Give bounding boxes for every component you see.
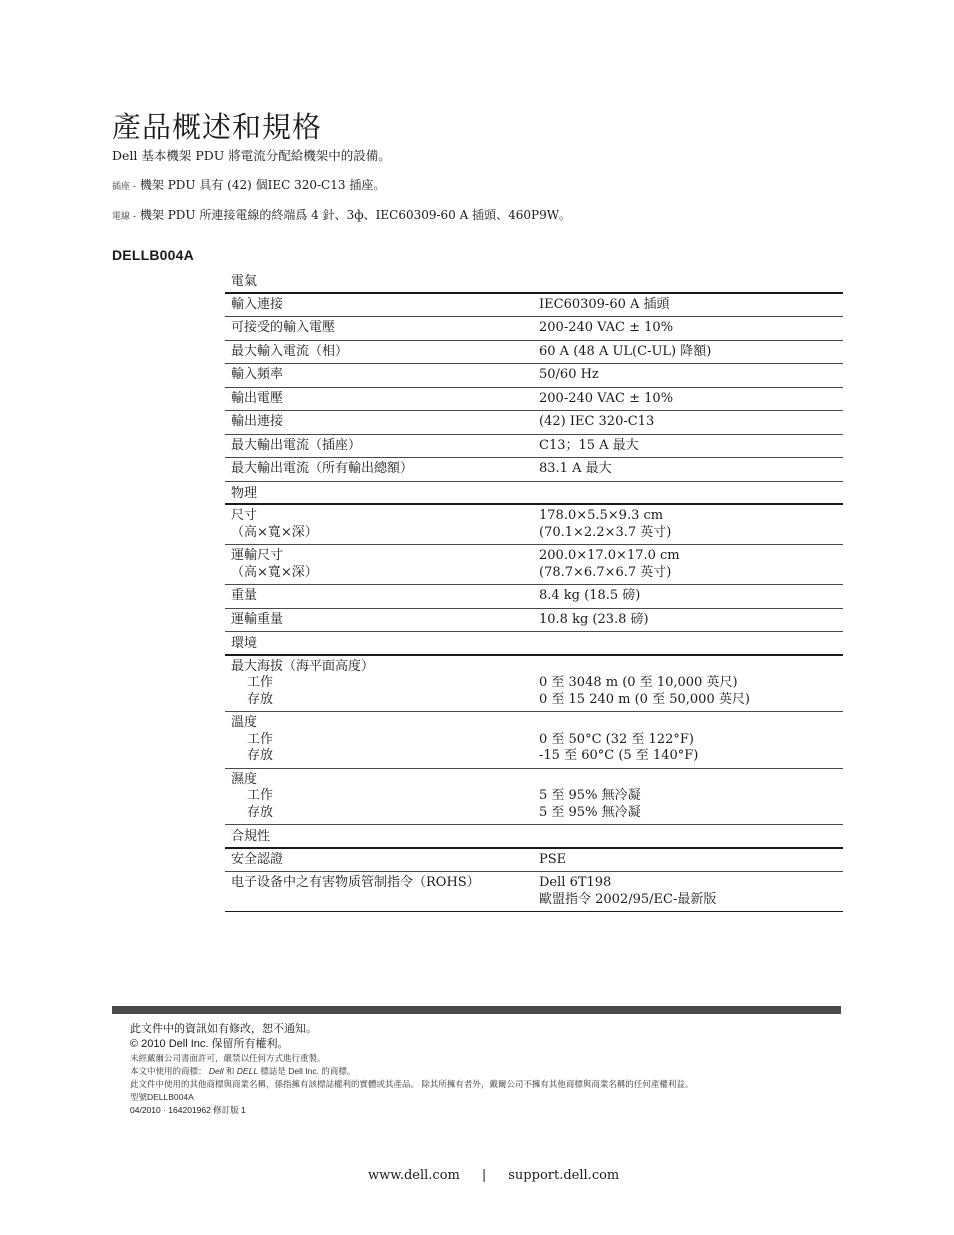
- spec-value: [533, 504, 843, 545]
- footer-divider-bar: [112, 1006, 841, 1014]
- spec-row: [225, 608, 843, 632]
- spec-value-line: Dell 6T198: [539, 875, 612, 890]
- section-header: [225, 270, 843, 293]
- spec-row: [225, 712, 843, 769]
- spec-row: [225, 545, 843, 585]
- cord-note-text: 機架 PDU 所連接電線的終端爲 4 針、3ф、IEC60309-60 A 插頭、460P9W。: [139, 208, 572, 222]
- spec-value-line: 8.4 kg (18.5 磅): [539, 588, 641, 603]
- spec-label: [225, 458, 533, 482]
- spec-row: [225, 364, 843, 388]
- spec-value-line: 83.1 A 最大: [539, 461, 612, 476]
- spec-label-line: （高×寬×深）: [231, 524, 318, 540]
- spec-value: [533, 411, 843, 435]
- spec-label: [225, 411, 533, 435]
- spec-label: [225, 608, 533, 632]
- spec-value-line: 50/60 Hz: [539, 367, 599, 382]
- outlet-note-text: 機架 PDU 具有 (42) 個IEC 320-C13 插座。: [139, 178, 386, 192]
- spec-row: [225, 458, 843, 482]
- footer-copyright: © 2010 Dell Inc. 保留所有權利。: [130, 1038, 289, 1050]
- spec-value-line: 0 至 3048 m (0 至 10,000 英尺): [539, 675, 738, 690]
- spec-value: [533, 545, 843, 585]
- spec-label-line: 重量: [231, 588, 258, 603]
- spec-label-line: 可接受的輸入電壓: [231, 320, 336, 335]
- spec-label: [225, 872, 533, 912]
- spec-label: [225, 545, 533, 585]
- spec-row: [225, 768, 843, 825]
- spec-value-line: 178.0×5.5×9.3 cm: [539, 508, 664, 523]
- spec-sublabel: 存放: [247, 691, 274, 707]
- spec-label-line: 運輸尺寸: [231, 548, 284, 563]
- trademark-dell: Dell: [208, 1066, 224, 1076]
- spec-row: [225, 872, 843, 912]
- spec-sublabel: 存放: [247, 748, 274, 763]
- spec-row: [225, 434, 843, 458]
- spec-sublabel: 存放: [247, 804, 274, 820]
- spec-label: [225, 387, 533, 411]
- spec-label-line: （高×寬×深）: [231, 564, 318, 580]
- spec-value-line: 0 至 50°C (32 至 122°F): [539, 731, 694, 747]
- trademark-suffix: 標誌是 Dell Inc. 的商標。: [258, 1066, 356, 1076]
- section-title: 物理: [225, 481, 843, 504]
- spec-label-line: 最大輸出電流（所有輸出總額）: [231, 461, 414, 476]
- dell-website-link[interactable]: www.dell.com: [368, 1168, 460, 1183]
- spec-table: [225, 270, 843, 912]
- spec-value: [533, 768, 843, 825]
- spec-value-line: 200-240 VAC ± 10%: [539, 320, 674, 335]
- support-website-link[interactable]: support.dell.com: [508, 1168, 620, 1183]
- trademark-dell-logo: DELL: [236, 1066, 259, 1076]
- spec-value: [533, 387, 843, 411]
- outlet-note-tag: 插座 -: [112, 182, 136, 192]
- spec-value-line: 5 至 95% 無冷凝: [539, 788, 641, 803]
- model-heading: DELLB004A: [112, 247, 194, 263]
- spec-value: [533, 712, 843, 769]
- spec-value-line: IEC60309-60 A 插頭: [539, 296, 670, 312]
- spec-row: [225, 387, 843, 411]
- footer-reproduction: 未經戴爾公司書面許可，嚴禁以任何方式進行重製。: [130, 1053, 326, 1063]
- spec-label: [225, 504, 533, 545]
- spec-label: [225, 364, 533, 388]
- spec-label-line: 濕度: [231, 771, 258, 787]
- footer-notice: 此文件中的資訊如有修改，恕不通知。: [130, 1023, 317, 1035]
- section-title: 電氣: [225, 270, 843, 293]
- spec-value-line: C13；15 A 最大: [539, 437, 639, 453]
- spec-label: [225, 293, 533, 317]
- spec-sublabel: 工作: [247, 675, 274, 690]
- spec-value-line: (70.1×2.2×3.7 英寸): [539, 524, 672, 540]
- spec-label: [225, 434, 533, 458]
- section-title: 環境: [225, 632, 843, 655]
- spec-value-line: (42) IEC 320-C13: [539, 414, 655, 429]
- spec-value: [533, 317, 843, 341]
- spec-sublabel: 工作: [247, 731, 274, 747]
- spec-value-line: 歐盟指令 2002/95/EC-最新版: [539, 891, 717, 907]
- spec-row: [225, 655, 843, 712]
- spec-value-line: [539, 715, 837, 732]
- spec-label-line: 电子设备中之有害物质管制指令（ROHS）: [231, 875, 480, 890]
- footer-model-number: 型號DELLB004A: [130, 1092, 194, 1102]
- spec-label-line: 運輸重量: [231, 611, 284, 627]
- spec-value-line: 10.8 kg (23.8 磅): [539, 611, 649, 627]
- spec-label: [225, 712, 533, 769]
- spec-value: [533, 364, 843, 388]
- spec-value-line: -15 至 60°C (5 至 140°F): [539, 748, 699, 763]
- spec-value: [533, 608, 843, 632]
- footer-links: [368, 1168, 619, 1183]
- spec-label-line: 輸入頻率: [231, 367, 284, 382]
- cord-note-tag: 電線 -: [112, 212, 136, 222]
- spec-label-line: 最大海拔（海平面高度）: [231, 658, 375, 674]
- spec-row: [225, 317, 843, 341]
- intro-text: Dell 基本機架 PDU 將電流分配給機架中的設備。: [112, 148, 391, 163]
- footer-revision: 04/2010 · 164201962 修訂版 1: [130, 1105, 246, 1115]
- section-header: [225, 481, 843, 504]
- link-separator: |: [481, 1168, 487, 1183]
- cord-note: [112, 207, 571, 225]
- spec-value-line: (78.7×6.7×6.7 英寸): [539, 564, 672, 580]
- spec-label-line: 溫度: [231, 715, 258, 730]
- footer-legal: [130, 1022, 693, 1117]
- spec-label: [225, 585, 533, 609]
- spec-label-line: 輸出電壓: [231, 390, 284, 406]
- spec-label-line: 安全認證: [231, 851, 284, 867]
- spec-value: [533, 340, 843, 364]
- footer-other-trademarks: 此文件中使用的其他商標與商業名稱，係指擁有該標誌權利的實體或其產品。 除其所擁有者外，戴爾公司不擁有其他商標與商業名稱的任何產權利益。: [130, 1079, 694, 1089]
- spec-value: [533, 655, 843, 712]
- spec-label: [225, 340, 533, 364]
- page-title: 產品概述和規格: [112, 110, 323, 144]
- spec-value: [533, 872, 843, 912]
- section-title: 合規性: [225, 825, 843, 848]
- spec-value-line: 0 至 15 240 m (0 至 50,000 英尺): [539, 691, 750, 707]
- spec-label-line: 輸出連接: [231, 414, 284, 429]
- spec-value-line: 200.0×17.0×17.0 cm: [539, 548, 680, 563]
- spec-value-line: [539, 772, 837, 789]
- spec-label-line: 最大輸出電流（插座）: [231, 437, 362, 453]
- spec-label-line: 輸入連接: [231, 296, 284, 312]
- section-header: [225, 632, 843, 655]
- spec-row: [225, 848, 843, 872]
- spec-row: [225, 585, 843, 609]
- spec-value: [533, 585, 843, 609]
- spec-row: [225, 340, 843, 364]
- spec-value-line: PSE: [539, 851, 567, 867]
- spec-value-line: [539, 659, 837, 676]
- spec-value: [533, 458, 843, 482]
- spec-sublabel: 工作: [247, 788, 274, 803]
- spec-value: [533, 293, 843, 317]
- spec-row: [225, 411, 843, 435]
- trademark-and: 和: [223, 1066, 237, 1076]
- spec-label: [225, 655, 533, 712]
- spec-row: [225, 504, 843, 545]
- outlet-note: [112, 177, 385, 195]
- spec-value-line: 60 A (48 A UL(C-UL) 降額): [539, 343, 712, 359]
- spec-value: [533, 848, 843, 872]
- trademark-prefix: 本文中使用的商標：: [130, 1066, 207, 1076]
- spec-value-line: 5 至 95% 無冷凝: [539, 804, 641, 820]
- spec-label-line: 尺寸: [231, 508, 258, 523]
- spec-label: [225, 768, 533, 825]
- spec-label-line: 最大輸入電流（相）: [231, 343, 349, 359]
- spec-row: [225, 293, 843, 317]
- spec-label: [225, 848, 533, 872]
- spec-value: [533, 434, 843, 458]
- section-header: [225, 825, 843, 848]
- footer-trademarks: [130, 1065, 693, 1078]
- spec-label: [225, 317, 533, 341]
- spec-value-line: 200-240 VAC ± 10%: [539, 390, 674, 406]
